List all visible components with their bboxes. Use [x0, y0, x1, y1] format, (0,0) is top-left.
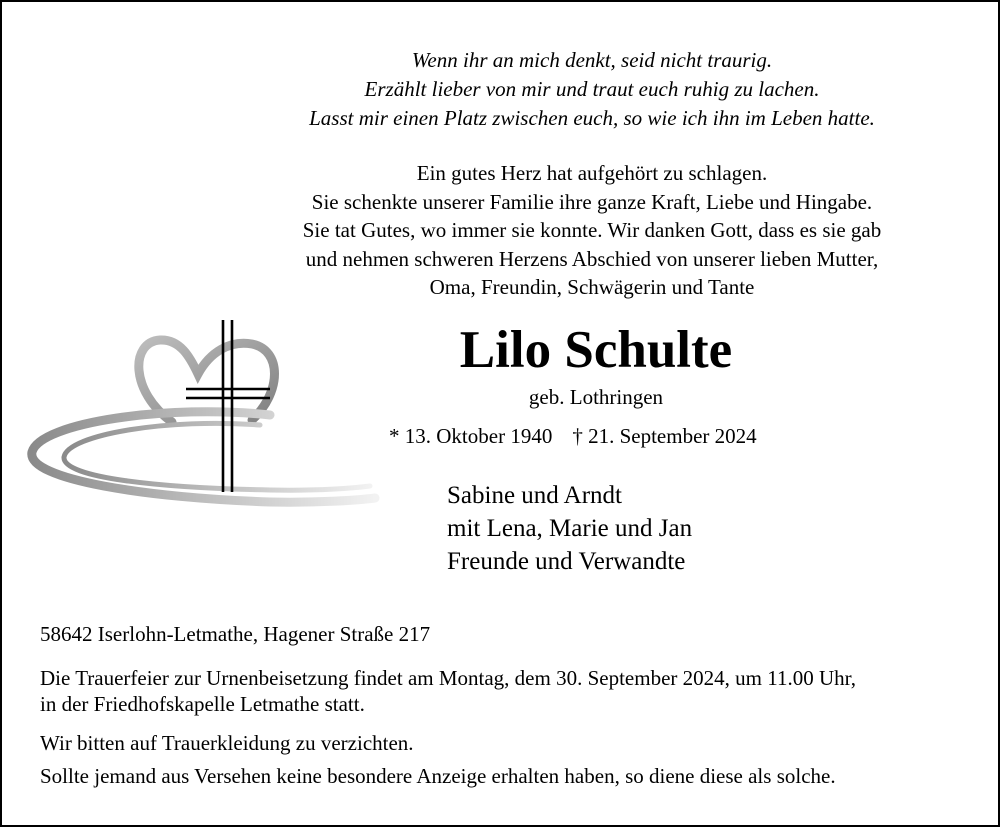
- poem-line: Lasst mir einen Platz zwischen euch, so wie ich ihn im Leben hatte.: [309, 106, 875, 130]
- intro-line: Oma, Freundin, Schwägerin und Tante: [429, 275, 755, 299]
- intro-text: [192, 159, 992, 302]
- intro-line: und nehmen schweren Herzens Abschied von unserer lieben Mutter,: [305, 246, 879, 271]
- birth-date: * 13. Oktober 1940: [389, 424, 553, 448]
- ceremony-line: in der Friedhofskapelle Letmathe statt.: [40, 692, 365, 716]
- clothing-note: Wir bitten auf Trauerkleidung zu verzichten.: [40, 731, 414, 755]
- intro-line: Sie schenkte unserer Familie ihre ganze Kraft, Liebe und Hingabe.: [311, 189, 873, 214]
- closing-note: Sollte jemand aus Versehen keine besondere Anzeige erhalten haben, so diene diese als solche.: [40, 764, 836, 788]
- ceremony-info: [40, 665, 980, 717]
- death-date: † 21. September 2024: [572, 424, 757, 448]
- poem: [192, 46, 992, 133]
- life-dates: [389, 422, 757, 450]
- birth-name: geb. Lothringen: [528, 385, 664, 409]
- ceremony-line: Die Trauerfeier zur Urnenbeisetzung findet am Montag, dem 30. September 2024, um 11.00 Uhr,: [40, 666, 857, 690]
- mourner-line: Freunde und Verwandte: [447, 548, 686, 575]
- poem-line: Erzählt lieber von mir und traut euch ruhig zu lachen.: [364, 77, 820, 101]
- heart-cross-icon: [20, 312, 380, 517]
- deceased-name: Lilo Schulte: [459, 321, 733, 379]
- mourner-line: mit Lena, Marie und Jan: [447, 515, 693, 542]
- mourner-line: Sabine und Arndt: [447, 482, 622, 509]
- mourners-list: [447, 479, 692, 578]
- address: 58642 Iserlohn-Letmathe, Hagener Straße 217: [40, 622, 431, 646]
- intro-line: Ein gutes Herz hat aufgehört zu schlagen.: [416, 161, 768, 185]
- poem-line: Wenn ihr an mich denkt, seid nicht traurig.: [411, 48, 773, 72]
- intro-line: Sie tat Gutes, wo immer sie konnte. Wir danken Gott, dass es sie gab: [302, 218, 882, 242]
